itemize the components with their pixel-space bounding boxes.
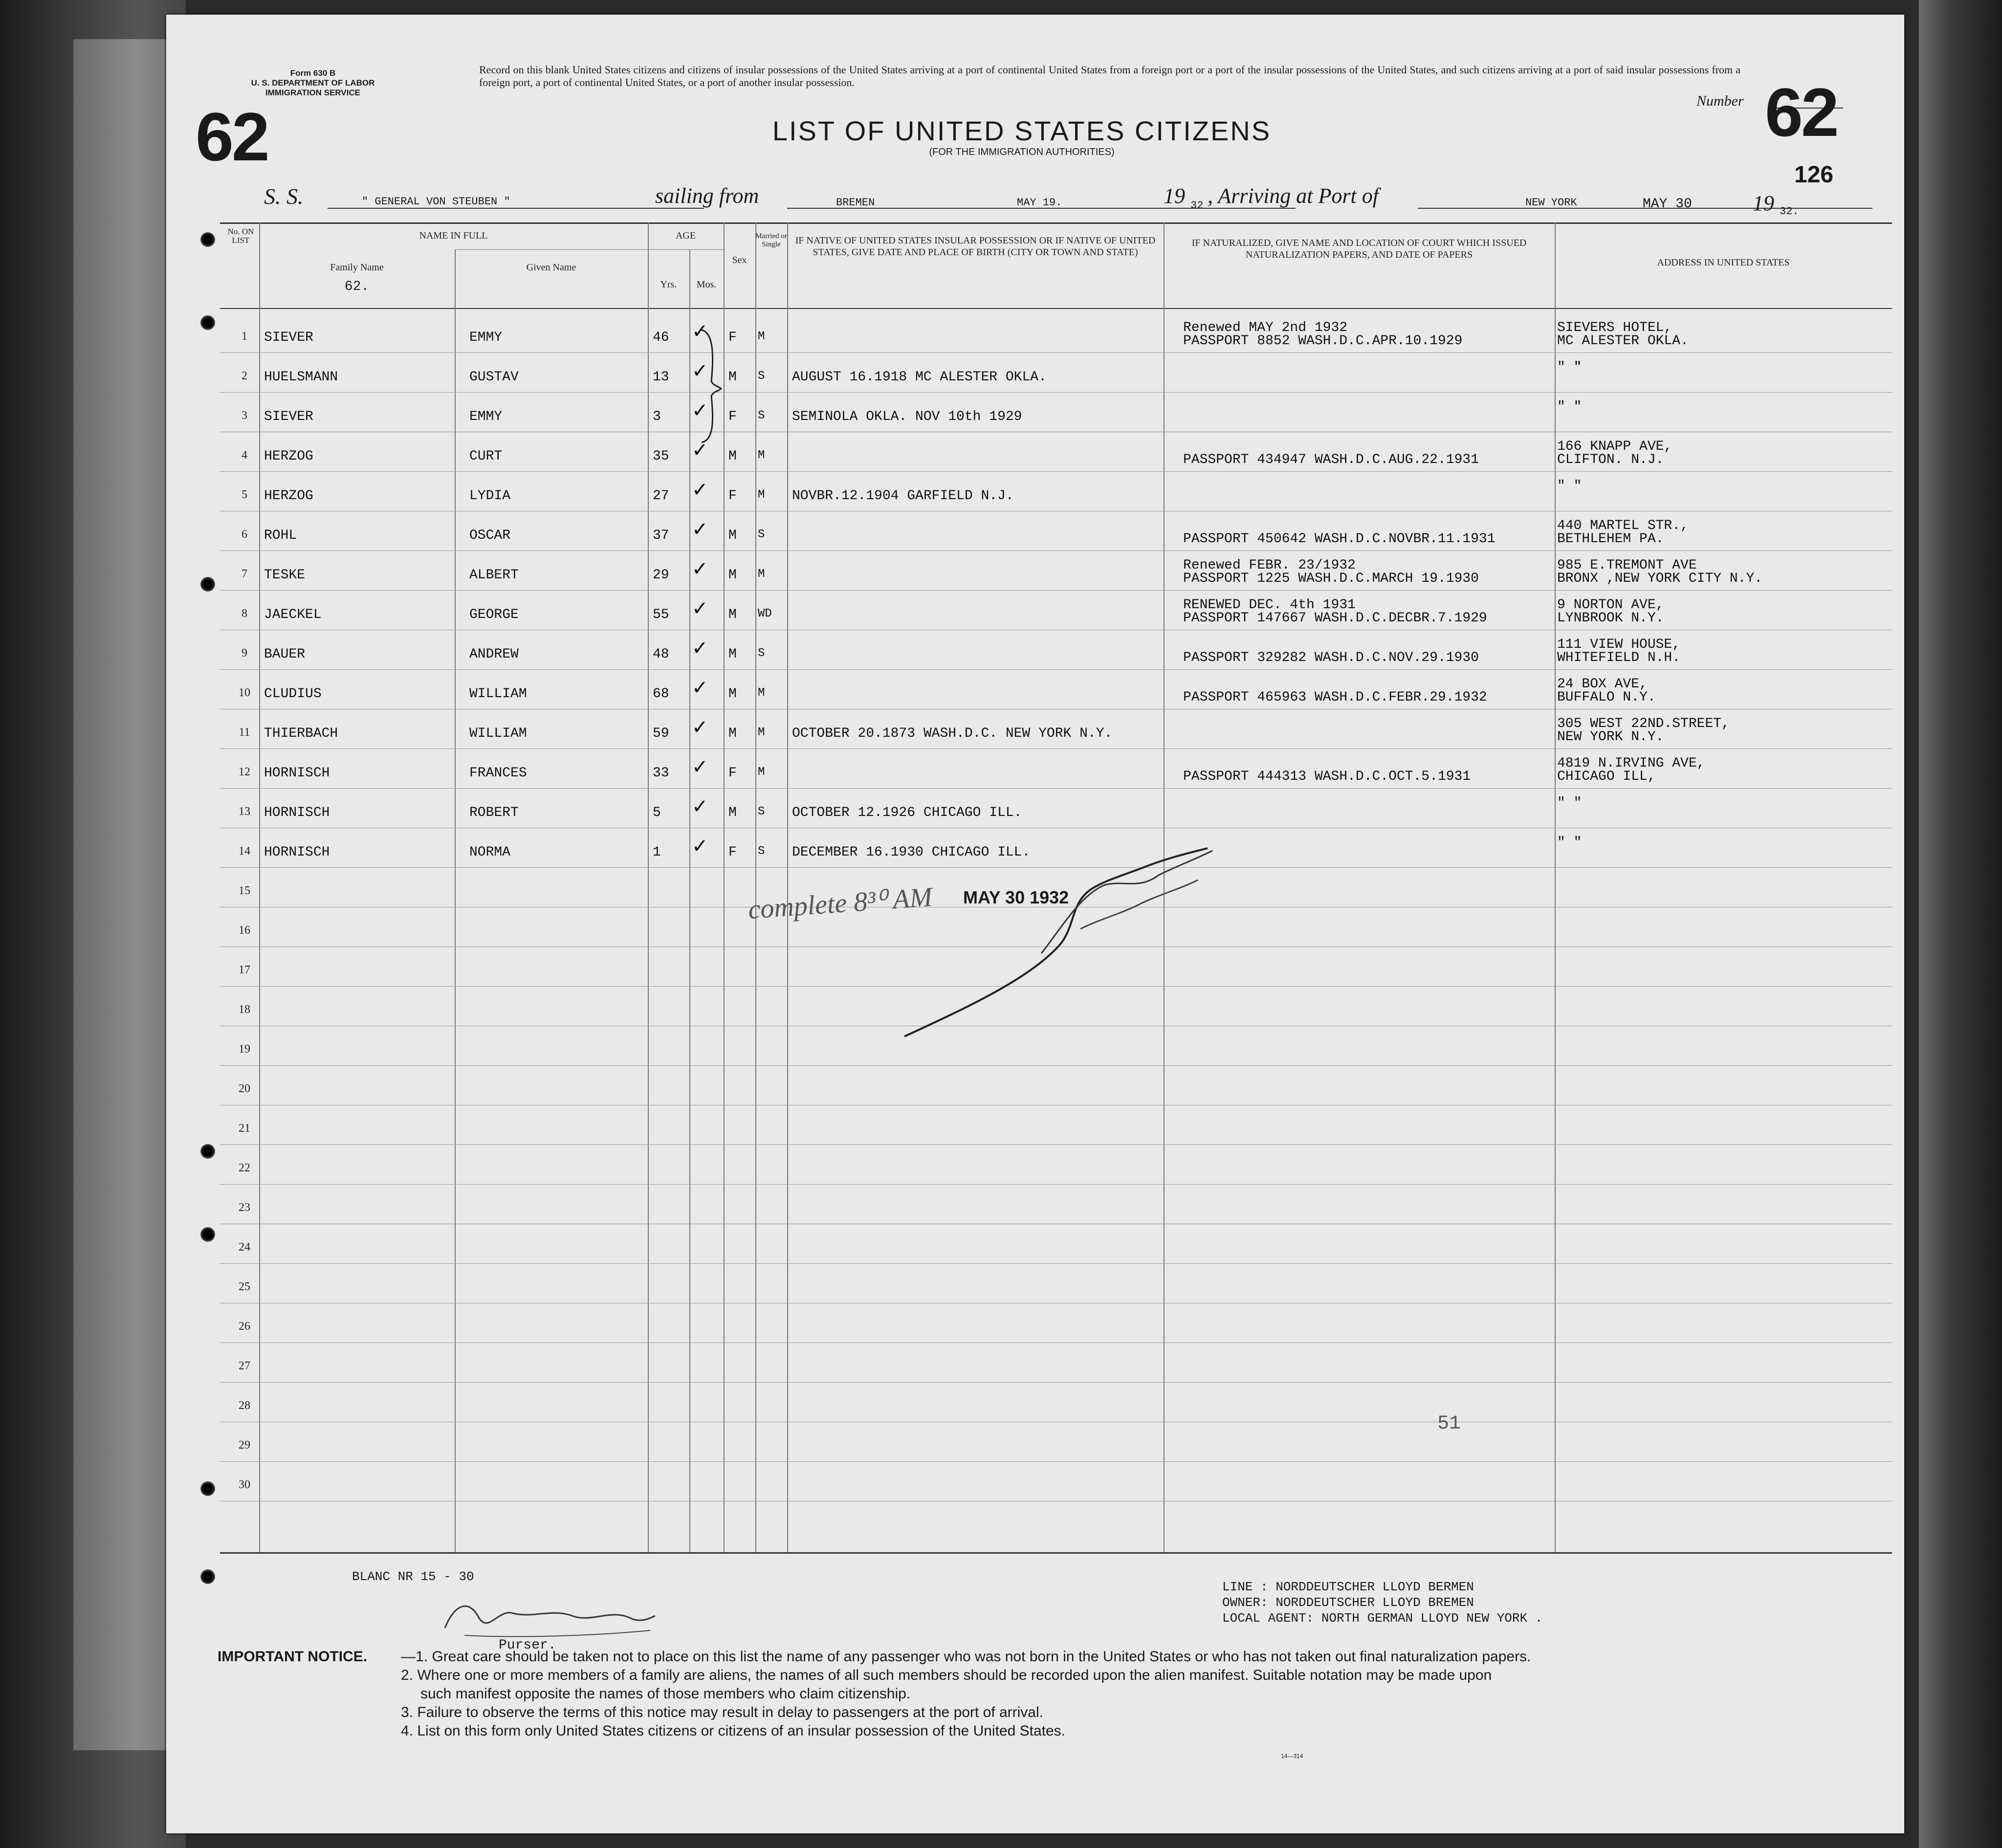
sex-cell: M [728, 528, 737, 543]
form-header-block [249, 68, 376, 98]
form-title: LIST OF UNITED STATES CITIZENS [772, 115, 1272, 146]
checkmark: ✓ [692, 677, 708, 699]
row-number: 5 [242, 488, 247, 501]
married-single-cell: S [758, 409, 765, 422]
row-number: 2 [242, 370, 247, 382]
family-name-cell: BAUER [264, 647, 306, 662]
header-birth: IF NATIVE OF UNITED STATES INSULAR POSSESSION OR IF NATIVE OF UNITED STATES, GIVE DATE AND PLACE OF BIRTH (CITY OR TOWN AND STATE) [795, 235, 1156, 258]
address-line1: " " [1557, 795, 1582, 811]
ship-underline [328, 208, 704, 209]
print-code: 14—314 [1281, 1753, 1303, 1760]
given-name-cell: EMMY [469, 330, 503, 345]
given-name-cell: LYDIA [469, 488, 511, 504]
row-number: 1 [242, 330, 247, 343]
notice-list [401, 1648, 1868, 1740]
given-name-cell: FRANCES [469, 766, 527, 781]
col-divider-married [787, 222, 788, 1552]
row-number: 10 [239, 686, 250, 699]
address-line2: BETHLEHEM PA. [1557, 531, 1664, 547]
family-name-marker: 62. [344, 279, 370, 294]
col-divider-no [259, 222, 260, 1552]
header-bottom-rule [220, 308, 1892, 309]
naturalization-line2: PASSPORT 147667 WASH.D.C.DECBR.7.1929 [1183, 611, 1487, 626]
col-divider-naturalized [1555, 222, 1556, 1552]
row-number: 19 [239, 1043, 250, 1056]
form-instructions: Record on this blank United States citizens and citizens of insular possessions of the United States arriving at a port of continental United States from a foreign port or a port of the insular possessions of the United States, and such citizens arriving at a port of said insular possessions from a foreign port, a port of continental United States, or a port of another insular possession. [479, 64, 1740, 88]
address-line2: CLIFTON. N.J. [1557, 452, 1664, 467]
age-years-cell: 48 [653, 647, 669, 662]
checkmark: ✓ [692, 360, 708, 382]
sex-cell: M [728, 805, 737, 820]
given-name-cell: EMMY [469, 409, 503, 424]
sex-cell: M [728, 607, 737, 622]
header-age: AGE [675, 230, 696, 241]
birth-cell: OCTOBER 12.1926 CHICAGO ILL. [792, 805, 1022, 820]
col-divider-family [455, 249, 456, 1552]
sub-number: 126 [1794, 162, 1834, 188]
notice-2-cont: such manifest opposite the names of those members who claim citizenship. [420, 1686, 911, 1702]
row-number: 27 [239, 1360, 250, 1372]
age-years-cell: 35 [653, 449, 669, 464]
row-number: 18 [239, 1003, 250, 1016]
complete-annotation: complete 8³⁰ AM [747, 881, 933, 925]
given-name-cell: CURT [469, 449, 503, 464]
sex-cell: F [728, 766, 737, 781]
birth-cell: AUGUST 16.1918 MC ALESTER OKLA. [792, 370, 1047, 385]
header-name-in-full: NAME IN FULL [419, 230, 488, 241]
family-name-cell: CLUDIUS [264, 686, 322, 702]
line-owner-block [1222, 1579, 1542, 1626]
row-rule [220, 590, 1892, 591]
married-single-cell: M [758, 766, 765, 779]
family-name-cell: HUELSMANN [264, 370, 338, 385]
local-agent: LOCAL AGENT: NORTH GERMAN LLOYD NEW YORK . [1222, 1611, 1543, 1626]
naturalization-line2: PASSPORT 329282 WASH.D.C.NOV.29.1930 [1183, 650, 1479, 665]
address-line1: 9 NORTON AVE, [1557, 597, 1664, 613]
address-line2: CHICAGO ILL, [1557, 769, 1656, 784]
naturalization-line2: PASSPORT 8852 WASH.D.C.APR.10.1929 [1183, 333, 1463, 349]
header-no-on-list: No. ON LIST [227, 227, 254, 245]
family-name-cell: SIEVER [264, 330, 313, 345]
naturalization-line2: PASSPORT 1225 WASH.D.C.MARCH 19.1930 [1183, 571, 1479, 586]
checkmark: ✓ [692, 637, 708, 660]
family-name-cell: JAECKEL [264, 607, 322, 622]
checkmark: ✓ [692, 320, 708, 343]
given-name-cell: OSCAR [469, 528, 511, 543]
given-name-cell: WILLIAM [469, 686, 527, 702]
age-years-cell: 55 [653, 607, 669, 622]
given-name-cell: ANDREW [469, 647, 519, 662]
address-line1: 24 BOX AVE, [1557, 677, 1648, 692]
inspector-signature [895, 831, 1237, 1051]
row-rule [220, 1461, 1892, 1462]
sex-cell: F [728, 488, 737, 504]
married-single-cell: S [758, 528, 765, 541]
naturalization-line1: Renewed MAY 2nd 1932 [1183, 320, 1348, 335]
date-stamp: MAY 30 1932 [963, 887, 1069, 907]
form-subtitle: (FOR THE IMMIGRATION AUTHORITIES) [929, 147, 1115, 157]
year-prefix: 19 [1164, 184, 1185, 208]
married-single-cell: S [758, 647, 765, 660]
notice-2: 2. Where one or more members of a family are aliens, the names of all such members should be recorded upon the alien manifest. Suitable notation may be made upon [401, 1667, 1492, 1683]
form-number: Form 630 B [290, 68, 336, 78]
family-name-cell: HORNISCH [264, 845, 330, 860]
row-rule [220, 1184, 1892, 1185]
row-number: 30 [239, 1478, 250, 1491]
number-label: Number [1696, 93, 1744, 109]
line-name: LINE : NORDDEUTSCHER LLOYD BERMEN [1222, 1580, 1474, 1594]
age-years-cell: 1 [653, 845, 661, 860]
age-years-cell: 33 [653, 766, 669, 781]
married-single-cell: M [758, 686, 765, 700]
age-years-cell: 37 [653, 528, 669, 543]
sex-cell: M [728, 686, 737, 702]
married-single-cell: S [758, 845, 765, 858]
address-line1: " " [1557, 835, 1582, 850]
departure-port: BREMEN [836, 197, 875, 209]
row-rule [220, 352, 1892, 353]
binder-edge [0, 0, 186, 1848]
arrival-date: MAY 30 [1643, 197, 1692, 212]
header-family-name: Family Name [330, 262, 384, 273]
checkmark: ✓ [692, 716, 708, 739]
address-line1: " " [1557, 399, 1582, 415]
naturalization-line1: Renewed FEBR. 23/1932 [1183, 558, 1356, 573]
age-years-cell: 59 [653, 726, 669, 741]
row-rule [220, 1382, 1892, 1383]
family-name-cell: TESKE [264, 568, 306, 583]
given-name-cell: GEORGE [469, 607, 519, 622]
row-number: 26 [239, 1320, 250, 1333]
given-name-cell: ROBERT [469, 805, 519, 820]
purser-label: Purser. [499, 1638, 556, 1653]
address-line2: MC ALESTER OKLA. [1557, 333, 1689, 349]
address-line1: 305 WEST 22ND.STREET, [1557, 716, 1730, 731]
sailing-from-label: sailing from [655, 184, 759, 208]
naturalization-line2: PASSPORT 434947 WASH.D.C.AUG.22.1931 [1183, 452, 1479, 467]
header-yrs: Yrs. [660, 279, 677, 290]
given-name-cell: WILLIAM [469, 726, 527, 741]
punch-hole [200, 1227, 215, 1242]
family-name-cell: HORNISCH [264, 805, 330, 820]
age-years-cell: 29 [653, 568, 669, 583]
married-single-cell: S [758, 370, 765, 383]
address-line2: BRONX ,NEW YORK CITY N.Y. [1557, 571, 1763, 586]
punch-hole [200, 232, 215, 247]
address-line1: " " [1557, 479, 1582, 494]
married-single-cell: M [758, 330, 765, 343]
punch-hole [200, 1144, 215, 1159]
row-rule [220, 550, 1892, 551]
row-number: 16 [239, 924, 250, 937]
age-years-cell: 68 [653, 686, 669, 702]
sex-cell: M [728, 449, 737, 464]
sex-cell: M [728, 568, 737, 583]
header-naturalized: IF NATURALIZED, GIVE NAME AND LOCATION OF COURT WHICH ISSUED NATURALIZATION PAPERS, AND DATE OF PAPERS [1191, 238, 1527, 260]
family-bracket [699, 328, 728, 445]
manifest-page [166, 15, 1904, 1833]
ss-label: S. S. [264, 184, 304, 209]
age-years-cell: 5 [653, 805, 661, 820]
row-rule [220, 1263, 1892, 1264]
punch-hole [200, 577, 215, 592]
family-name-cell: ROHL [264, 528, 297, 543]
row-rule [220, 669, 1892, 670]
row-number: 25 [239, 1280, 250, 1293]
address-line1: 985 E.TREMONT AVE [1557, 558, 1697, 573]
birth-cell: OCTOBER 20.1873 WASH.D.C. NEW YORK N.Y. [792, 726, 1113, 741]
header-married-single: Married or Single [755, 232, 787, 248]
address-line1: " " [1557, 360, 1582, 375]
given-name-cell: NORMA [469, 845, 511, 860]
purser-signature [435, 1589, 660, 1643]
row-number: 15 [239, 884, 250, 897]
family-name-cell: HERZOG [264, 449, 313, 464]
family-name-cell: HERZOG [264, 488, 313, 504]
row-number: 21 [239, 1122, 250, 1135]
age-years-cell: 3 [653, 409, 661, 424]
married-single-cell: M [758, 726, 765, 739]
row-number: 22 [239, 1162, 250, 1174]
header-address: ADDRESS IN UNITED STATES [1657, 257, 1790, 268]
notice-1: —1. Great care should be taken not to place on this list the name of any passenger who was not born in the United States or who has not taken out final naturalization papers. [401, 1649, 1531, 1665]
punch-hole [200, 315, 215, 330]
sex-cell: M [728, 726, 737, 741]
row-number: 8 [242, 607, 247, 620]
row-number: 17 [239, 964, 250, 976]
blanc-number: BLANC NR 15 - 30 [352, 1569, 474, 1584]
sex-cell: F [728, 845, 737, 860]
subheader-rule [455, 249, 724, 250]
row-number: 9 [242, 647, 247, 660]
list-number-right: 62 [1765, 74, 1837, 151]
row-number: 13 [239, 805, 250, 818]
row-rule [220, 1144, 1892, 1145]
naturalization-line2: PASSPORT 444313 WASH.D.C.OCT.5.1931 [1183, 769, 1471, 784]
row-rule [220, 1342, 1892, 1343]
col-divider-sex [755, 222, 756, 1552]
naturalization-line1: RENEWED DEC. 4th 1931 [1183, 597, 1356, 613]
col-divider-yrs [689, 249, 690, 1552]
department-name: U. S. DEPARTMENT OF LABOR [251, 78, 375, 88]
arrival-year-suffix: 32. [1780, 205, 1799, 218]
row-number: 20 [239, 1082, 250, 1095]
address-line2: WHITEFIELD N.H. [1557, 650, 1681, 665]
year-suffix: 32 [1190, 199, 1204, 212]
row-number: 23 [239, 1201, 250, 1214]
row-rule [220, 748, 1892, 749]
address-line2: LYNBROOK N.Y. [1557, 611, 1664, 626]
owner-name: OWNER: NORDDEUTSCHER LLOYD BREMEN [1222, 1595, 1474, 1610]
notice-3: 3. Failure to observe the terms of this notice may result in delay to passengers at the port of arrival. [401, 1704, 1043, 1720]
row-rule [220, 471, 1892, 472]
arrival-year-prefix: 19 [1753, 191, 1774, 215]
punch-hole [200, 1481, 215, 1496]
naturalization-line2: PASSPORT 450642 WASH.D.C.NOVBR.11.1931 [1183, 531, 1496, 547]
birth-cell: DECEMBER 16.1930 CHICAGO ILL. [792, 845, 1031, 860]
row-number: 7 [242, 568, 247, 580]
row-number: 28 [239, 1399, 250, 1412]
sex-cell: F [728, 409, 737, 424]
married-single-cell: S [758, 805, 765, 818]
ship-name: " GENERAL VON STEUBEN " [362, 196, 510, 208]
married-single-cell: WD [758, 607, 772, 620]
binder-tab [73, 39, 176, 1750]
address-line1: 166 KNAPP AVE, [1557, 439, 1672, 454]
row-rule [220, 1065, 1892, 1066]
arriving-label: , Arriving at Port of [1208, 184, 1379, 208]
address-line1: 4819 N.IRVING AVE, [1557, 756, 1705, 771]
row-number: 4 [242, 449, 247, 462]
family-name-cell: HORNISCH [264, 766, 330, 781]
checkmark: ✓ [692, 399, 708, 422]
checkmark: ✓ [692, 439, 708, 462]
checkmark: ✓ [692, 518, 708, 541]
row-rule [220, 788, 1892, 789]
table-top-rule [220, 222, 1892, 224]
table-bottom-rule [220, 1552, 1892, 1554]
important-notice-label: IMPORTANT NOTICE. [218, 1649, 368, 1665]
checkmark: ✓ [692, 835, 708, 858]
age-years-cell: 13 [653, 370, 669, 385]
married-single-cell: M [758, 568, 765, 581]
address-line1: 440 MARTEL STR., [1557, 518, 1689, 533]
age-years-cell: 27 [653, 488, 669, 504]
checkmark: ✓ [692, 479, 708, 501]
address-line1: SIEVERS HOTEL, [1557, 320, 1672, 335]
naturalization-line2: PASSPORT 465963 WASH.D.C.FEBR.29.1932 [1183, 690, 1487, 705]
row-number: 11 [239, 726, 250, 739]
service-name: IMMIGRATION SERVICE [265, 88, 360, 97]
checkmark: ✓ [692, 756, 708, 778]
sex-cell: M [728, 370, 737, 385]
age-years-cell: 46 [653, 330, 669, 345]
col-divider-name [648, 222, 649, 1552]
sex-cell: F [728, 330, 737, 345]
checkmark: ✓ [692, 597, 708, 620]
family-name-cell: THIERBACH [264, 726, 338, 741]
notice-4: 4. List on this form only United States citizens or citizens of an insular possession of the United States. [401, 1723, 1066, 1739]
punch-hole [200, 1569, 215, 1584]
married-single-cell: M [758, 488, 765, 502]
given-name-cell: ALBERT [469, 568, 519, 583]
list-number-left: 62 [196, 98, 268, 175]
birth-cell: NOVBR.12.1904 GARFIELD N.J. [792, 488, 1014, 504]
checkmark: ✓ [692, 558, 708, 580]
page-mark-51: 51 [1437, 1413, 1461, 1435]
header-mos: Mos. [696, 279, 717, 290]
row-number: 24 [239, 1241, 250, 1254]
address-line2: BUFFALO N.Y. [1557, 690, 1656, 705]
right-edge-shadow [1919, 0, 2002, 1848]
row-number: 29 [239, 1439, 250, 1452]
address-line1: 111 VIEW HOUSE, [1557, 637, 1681, 652]
header-given-name: Given Name [526, 262, 576, 273]
row-number: 14 [239, 845, 250, 858]
sex-cell: M [728, 647, 737, 662]
row-number: 3 [242, 409, 247, 422]
header-sex: Sex [732, 255, 747, 265]
family-name-cell: SIEVER [264, 409, 313, 424]
checkmark: ✓ [692, 795, 708, 818]
married-single-cell: M [758, 449, 765, 462]
sailing-date: MAY 19. [1017, 197, 1062, 209]
birth-cell: SEMINOLA OKLA. NOV 10th 1929 [792, 409, 1022, 424]
row-rule [220, 392, 1892, 393]
arrival-port: NEW YORK [1525, 197, 1577, 209]
given-name-cell: GUSTAV [469, 370, 519, 385]
row-number: 6 [242, 528, 247, 541]
address-line2: NEW YORK N.Y. [1557, 729, 1664, 745]
row-number: 12 [239, 766, 250, 778]
